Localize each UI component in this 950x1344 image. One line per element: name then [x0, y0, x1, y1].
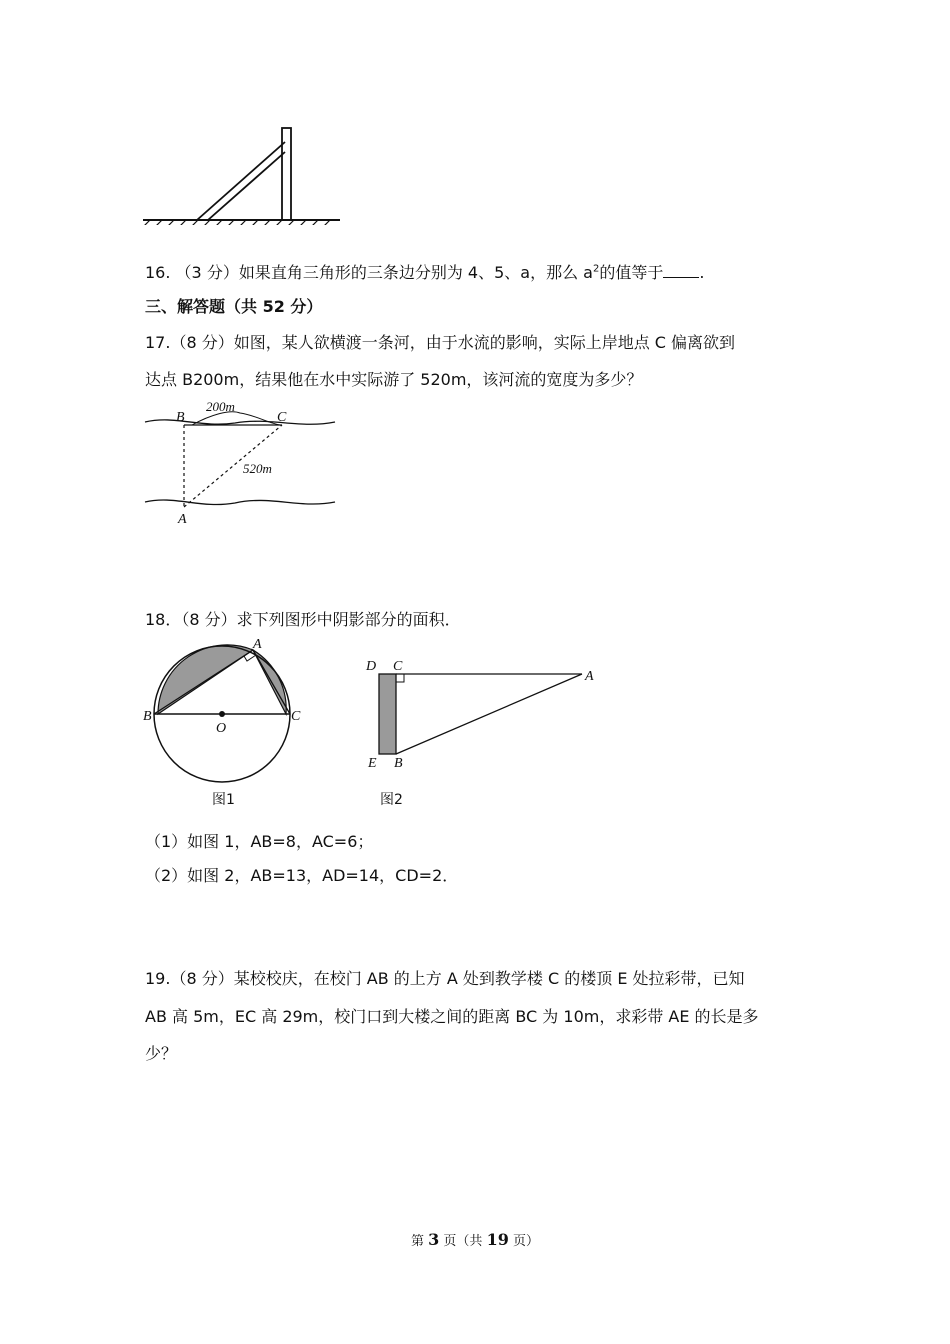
page-footer: 第 3 页（共 19 页）: [411, 1230, 539, 1249]
label-D: D: [366, 659, 377, 674]
caption-fig2: 图2: [380, 792, 403, 808]
question-19-line2: AB 高 5m，EC 高 29m，校门口到大楼之间的距离 BC 为 10m，求彩带 AE 的长是多: [145, 1007, 759, 1026]
question-19-line1: 19.（8 分）某校校庆，在校门 AB 的上方 A 处到教学楼 C 的楼顶 E 处拉彩带，已知: [145, 969, 745, 988]
caption-fig1: 图1: [212, 792, 235, 808]
river-figure: [140, 395, 340, 530]
label-C: C: [393, 659, 403, 674]
figure-1-circle: [140, 638, 315, 808]
label-200m: 200m: [206, 399, 235, 414]
question-18-sub1: （1）如图 1，AB=8，AC=6；: [145, 832, 374, 851]
label-A: A: [585, 669, 594, 684]
ladder-figure: [140, 120, 345, 225]
question-16: 16. （3 分）如果直角三角形的三条边分别为 4、5、a，那么 $a^2$的值等于 .: [145, 263, 705, 282]
label-E: E: [368, 756, 377, 771]
answer-blank: [663, 263, 699, 278]
label-C: C: [277, 410, 287, 425]
label-C: C: [291, 709, 301, 724]
section-title: 三、解答题（共 52 分）: [145, 297, 323, 316]
label-O: O: [216, 721, 227, 736]
question-18-sub2: （2）如图 2，AB=13，AD=14，CD=2．: [145, 866, 459, 885]
figure-2-triangle: [360, 652, 610, 808]
question-19-line3: 少？: [145, 1044, 178, 1063]
question-18: 18．（8 分）求下列图形中阴影部分的面积．: [145, 610, 461, 629]
label-B: B: [143, 709, 152, 724]
question-17-line1: 17.（8 分）如图，某人欲横渡一条河，由于水流的影响，实际上岸地点 C 偏离欲到: [145, 333, 736, 352]
label-B: B: [394, 756, 403, 771]
question-17-line2: 达点 B200m，结果他在水中实际游了 520m，该河流的宽度为多少？: [145, 370, 643, 389]
label-B: B: [176, 410, 185, 425]
label-520m: 520m: [243, 461, 272, 476]
label-A: A: [178, 512, 187, 527]
label-A: A: [253, 638, 262, 652]
